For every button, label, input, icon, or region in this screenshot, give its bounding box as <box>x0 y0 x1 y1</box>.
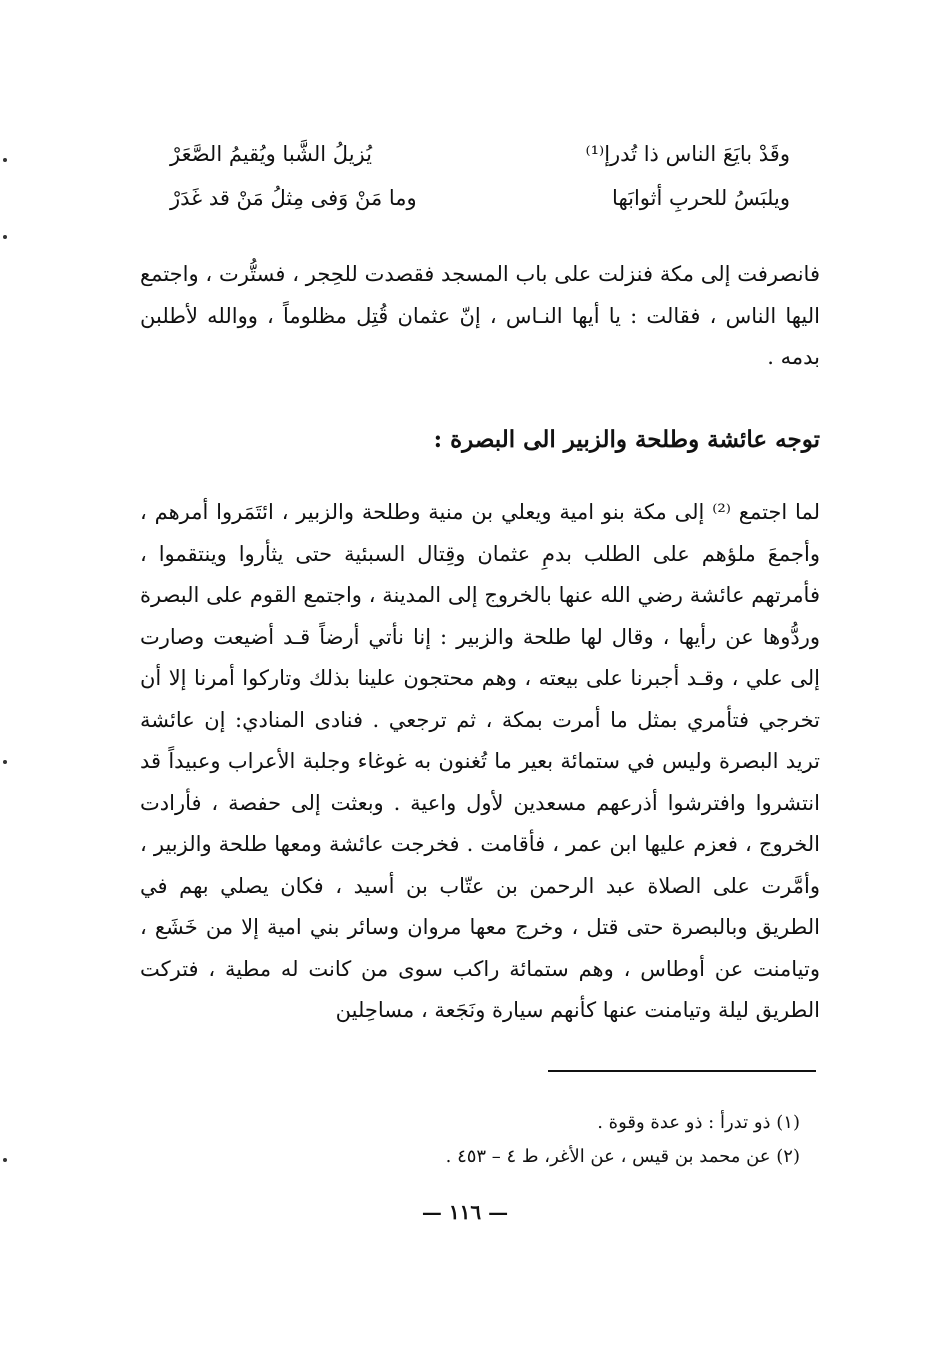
page-number: — ١١٦ — <box>421 1200 509 1224</box>
verse-2-first-hemistich: ويلبَسُ للحربِ أثوابَها <box>612 186 790 210</box>
paragraph-2: لما اجتمع ⁽²⁾ إلى مكة بنو امية ويعلي بن منية وطلحة والزبير ، ائتَمَروا أمرهم ، وأجمعَ ملؤهم على الطلب بدمِ عثمان وقِتال السبئية حتى يثأروا وينتقموا ، فأمرتهم عائشة رضي الله عنها بالخروج إلى المدينة ، واجتمع القوم على البصرة وردُّوها عن رأيها ، وقال لها طلحة والزبير : إنا نأتي أرضاً قـد أضيعت وصارت إلى علي ، وقـد أجبرنا على بيعته ، وهم محتجون علينا بذلك وتاركوا أمرنا إلا أن تخرجي فتأمري بمثل ما أمرت بمكة ، ثم ترجعي . فنادى المنادي: إن عائشة تريد البصرة وليس في ستمائة بعير ما تُغنون به غوغاء وجلبة الأعراب وعبيداً قد انتشروا وافترشوا أذرعهم مسعدين لأول واعية . وبعثت إلى حفصة ، فأرادت الخروج ، فعزم عليها ابن عمر ، فأقامت . فخرجت عائشة ومعها طلحة والزبير ، وأمَّرت على الصلاة عبد الرحمن بن عتّاب بن أسيد ، فكان يصلي بهم في الطريق وبالبصرة حتى قتل ، وخرج معها مروان وسائر بني امية إلا من خَشَع ، وتيامنت عن أوطاس ، وهم ستمائة راكب سوى من كانت له مطية ، فتركت الطريق ليلة وتيامنت عنها كأنهم سيارة ونَجَعة ، مساحِلين <box>140 500 820 1022</box>
poem-verse-1 <box>170 142 790 186</box>
poem-verse-2 <box>170 186 790 230</box>
verse-1-first-hemistich: وقَدْ بايَعَ الناس ذا تُدرإ⁽¹⁾ <box>585 142 790 166</box>
footnote-1: (١) ذو تدرأ : ذو عدة وقوة . <box>597 1112 800 1133</box>
poem <box>170 142 790 230</box>
scan-mark <box>3 235 7 239</box>
footnote-divider <box>548 1070 816 1072</box>
scan-mark <box>3 760 7 764</box>
verse-1-second-hemistich: يُزيلُ الشَّبا ويُقيمُ الصَّعَرْ <box>170 142 372 166</box>
scan-mark <box>3 158 7 162</box>
footnote-2: (٢) عن محمد بن قيس ، عن الأغر، ط ٤ – ٤٥٣ . <box>445 1146 800 1167</box>
footnotes <box>380 1106 800 1174</box>
section-heading: توجه عائشة وطلحة والزبير الى البصرة : <box>433 426 820 453</box>
scan-mark <box>3 1158 7 1162</box>
paragraph-1: فانصرفت إلى مكة فنزلت على باب المسجد فقصدت للحِجر ، فستُّرت ، واجتمع اليها الناس ، فقالت : يا أيها النـاس ، إنّ عثمان قُتِل مظلوماً ، ووالله لأطلبن بدمه . <box>140 262 820 369</box>
verse-2-second-hemistich: وما مَنْ وَفى مِثلُ مَنْ قد غَدَرْ <box>170 186 417 210</box>
